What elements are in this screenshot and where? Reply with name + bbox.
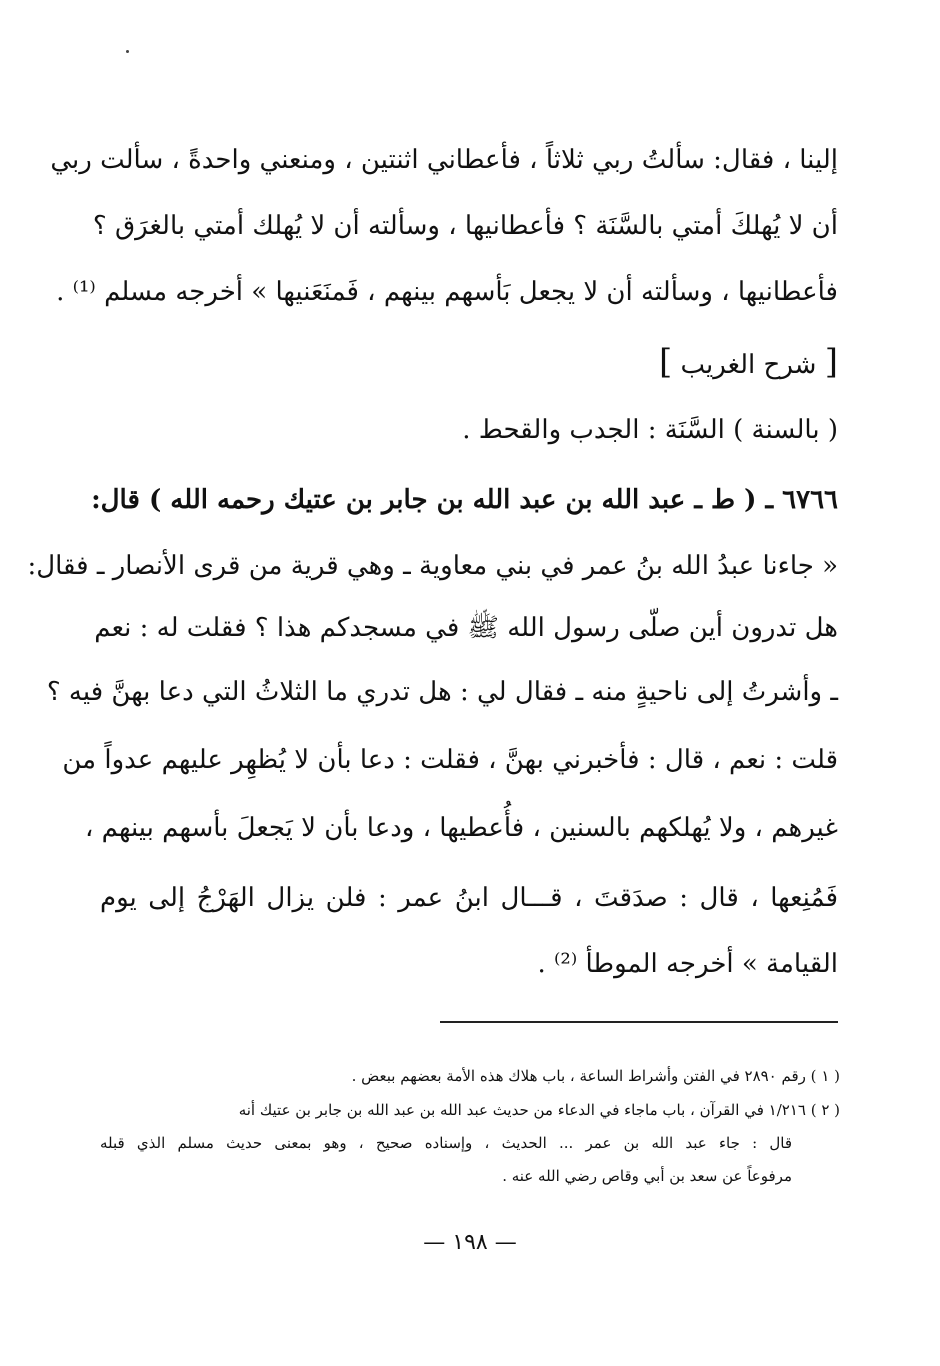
text-line: ـ وأشرتُ إلى ناحيةٍ منه ـ فقال لي : هل تدري ما الثلاثُ التي دعا بهنَّ فيه ؟ [46, 677, 838, 707]
text-line: « جاءنا عبدُ الله بنُ عمر في بني معاوية ـ وهي قرية من قرى الأنصار ـ فقال: [27, 551, 838, 581]
text-line: غيرهم ، ولا يُهلكهم بالسنين ، فأُعطيها ، ودعا بأن لا يَجعلَ بأسهم بينهم ، [85, 813, 838, 843]
text-line: فأعطانيها ، وسألته أن لا يجعل بَأسهم بينهم ، فَمنَعَنيها » أخرجه مسلم ⁽¹⁾ . [56, 277, 838, 307]
text-line: أن لا يُهلكَ أمتي بالسَّنَة ؟ فأعطانيها ، وسألته أن لا يُهلك أمتي بالغرَق ؟ [92, 211, 838, 241]
gharib-heading [659, 340, 838, 387]
open-bracket: [ [824, 342, 838, 382]
footnote-2: ( ٢ ) ١/٢١٦ في القرآن ، باب ماجاء في الدعاء من حديث عبد الله بن عبد الله بن جابر بن عتيك أنه [238, 1101, 840, 1119]
close-bracket: ] [658, 342, 673, 382]
gharib-explanation: ( بالسنة ) السَّنَة : الجدب والقحط . [462, 415, 838, 445]
text-line: هل تدرون أين صلّى رسول الله ﷺ في مسجدكم هذا ؟ فقلت له : نعم [94, 613, 838, 643]
footnote-1: ( ١ ) رقم ٢٨٩٠ في الفتن وأشراط الساعة ، باب هلاك هذه الأمة بعضهم ببعض . [351, 1067, 840, 1085]
footnote-divider [440, 1021, 838, 1023]
page-number: — ١٩٨ — [423, 1230, 517, 1255]
footnote-2-continued: مرفوعاً عن سعد بن أبي وقاص رضي الله عنه . [502, 1167, 792, 1185]
footnote-2-continued: قال : جاء عبد الله بن عمر ... الحديث ، وإسناده صحيح ، وهو بمعنى حديث مسلم الذي قبله [100, 1134, 792, 1152]
scan-speck [126, 50, 129, 53]
hadith-heading: ٦٧٦٦ ـ ( ط ـ عبد الله بن عبد الله بن جابر بن عتيك رحمه الله ) قال: [91, 485, 838, 515]
gharib-heading-text: شرح الغريب [680, 350, 817, 380]
text-line: القيامة » أخرجه الموطأ ⁽²⁾ . [537, 949, 838, 979]
text-line: فَمُنِعها ، قال : صدَقتَ ، قـــال ابنُ عمر : فلن يزال الهَرْجُ إلى يوم [100, 883, 838, 913]
text-line: قلت : نعم ، قال : فأخبرني بهنَّ ، فقلت : دعا بأن لا يُظهِر عليهم عدواً من [62, 745, 838, 775]
text-line: إلينا ، فقال: سألتُ ربي ثلاثاً ، فأعطاني اثنتين ، ومنعني واحدةً ، سألت ربي [50, 145, 838, 175]
